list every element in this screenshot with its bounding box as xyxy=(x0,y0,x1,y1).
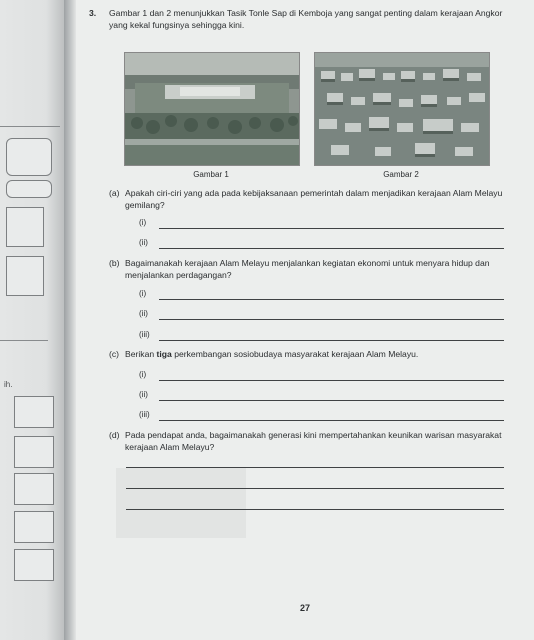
left-answer-box xyxy=(14,436,54,468)
left-answer-box xyxy=(6,138,52,176)
left-option-box xyxy=(6,256,44,296)
answer-numeral: (iii) xyxy=(139,330,150,339)
part-c-text-after: perkembangan sosiobudaya masyarakat kerajaan Alam Melayu. xyxy=(171,349,419,359)
book-spine-shadow xyxy=(64,0,76,640)
answer-line-d-2[interactable] xyxy=(126,488,504,489)
answer-numeral: (iii) xyxy=(139,410,150,419)
answer-numeral: (i) xyxy=(139,218,147,227)
question-intro: Gambar 1 dan 2 menunjukkan Tasik Tonle Sap di Kemboja yang sangat penting dalam kerajaan Angkor yang kekal fungsinya sehingga kini. xyxy=(109,8,503,30)
left-answer-box xyxy=(14,396,54,428)
answer-line[interactable] xyxy=(159,340,504,341)
part-c-label: (c) xyxy=(109,349,120,359)
part-a-label: (a) xyxy=(109,188,120,198)
left-answer-box xyxy=(14,511,54,543)
part-d-question: Pada pendapat anda, bagaimanakah generasi kini mempertahankan keunikan warisan masyarakat kerajaan Alam Melayu? xyxy=(125,430,502,452)
part-c-text-before: Berikan xyxy=(125,349,157,359)
part-c-question xyxy=(125,349,509,361)
question-number: 3. xyxy=(89,8,97,18)
question-header xyxy=(89,8,509,31)
part-b-label: (b) xyxy=(109,258,120,268)
answer-line[interactable] xyxy=(159,400,504,401)
worksheet-page xyxy=(76,0,534,640)
left-facing-page xyxy=(0,0,66,640)
answer-line-c-i[interactable] xyxy=(139,370,504,382)
part-d xyxy=(109,430,509,453)
part-a xyxy=(109,188,509,211)
answer-line-b-iii[interactable] xyxy=(139,330,504,342)
answer-line[interactable] xyxy=(159,319,504,320)
part-c-text-bold: tiga xyxy=(156,349,172,359)
answer-numeral: (ii) xyxy=(139,390,148,399)
answer-line-a-ii[interactable] xyxy=(139,238,504,250)
left-answer-box xyxy=(14,473,54,505)
answer-line[interactable] xyxy=(159,248,504,249)
left-answer-box xyxy=(6,180,52,198)
answer-line[interactable] xyxy=(159,380,504,381)
answer-numeral: (i) xyxy=(139,370,147,379)
aerial-temple-photo xyxy=(124,52,300,166)
answer-line-c-iii[interactable] xyxy=(139,410,504,422)
answer-line-a-i[interactable] xyxy=(139,218,504,230)
part-d-label: (d) xyxy=(109,430,120,440)
left-divider xyxy=(0,340,48,341)
part-b-question: Bagaimanakah kerajaan Alam Melayu menjalankan kegiatan ekonomi untuk menyara hidup dan menjalankan perdagangan? xyxy=(125,258,490,280)
answer-line-c-ii[interactable] xyxy=(139,390,504,402)
answer-line-b-i[interactable] xyxy=(139,289,504,301)
answer-line[interactable] xyxy=(159,420,504,421)
floating-village-photo xyxy=(314,52,490,166)
part-b xyxy=(109,258,509,281)
answer-line[interactable] xyxy=(159,228,504,229)
page-number: 27 xyxy=(299,603,310,613)
part-a-question: Apakah ciri-ciri yang ada pada kebijaksanaan pemerintah dalam menjadikan kerajaan Alam Melayu gemilang? xyxy=(125,188,503,210)
image-caption-2: Gambar 2 xyxy=(383,170,419,179)
answer-numeral: (ii) xyxy=(139,309,148,318)
answer-numeral: (ii) xyxy=(139,238,148,247)
left-option-box xyxy=(6,207,44,247)
answer-line-d-1[interactable] xyxy=(126,467,504,468)
answer-line-d-3[interactable] xyxy=(126,509,504,510)
image-caption-1: Gambar 1 xyxy=(193,170,229,179)
answer-numeral: (i) xyxy=(139,289,147,298)
left-divider xyxy=(0,126,60,127)
left-page-fragment: ih. xyxy=(4,380,13,389)
show-through-image xyxy=(116,468,246,538)
left-answer-box xyxy=(14,549,54,581)
answer-line-b-ii[interactable] xyxy=(139,309,504,321)
part-c xyxy=(109,349,509,361)
answer-line[interactable] xyxy=(159,299,504,300)
